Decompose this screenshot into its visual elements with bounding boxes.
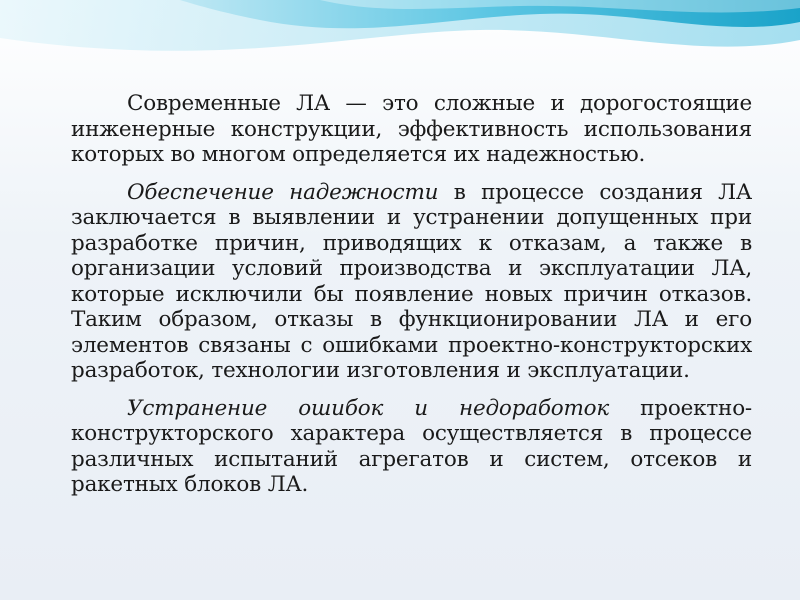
paragraph-3-text: проектно-конструкторского характера осуществляется в процессе различных испытаний агрегатов и систем, отсеков и ракетных блоков ЛА. [71,395,752,497]
paragraph-1-text: Современные ЛА — это сложные и дорогостоящие инженерные конструкции, эффективность использования которых во многом определяется их надежностью. [71,91,752,167]
paragraph-1 [71,91,752,168]
paragraph-2-text: в процессе создания ЛА заключается в выявлении и устранении допущенных при разработке причин, приводящих к отказам, а также в организации условий производства и эксплуатации ЛА, которые исключили бы появление новых причин отказов. Таким образом, отказы в функционировании ЛА и его элементов связаны с ошибками проектно-конструкторских разработок, технологии изготовления и эксплуатации. [71,179,752,383]
paragraph-2-emphasis: Обеспечение надежности [127,179,439,205]
paragraph-2 [71,180,752,384]
paragraph-3-emphasis: Устранение ошибок и недоработок [127,395,610,421]
header-wave-decoration [0,0,800,90]
paragraph-3 [71,396,752,498]
body-text [71,91,752,510]
